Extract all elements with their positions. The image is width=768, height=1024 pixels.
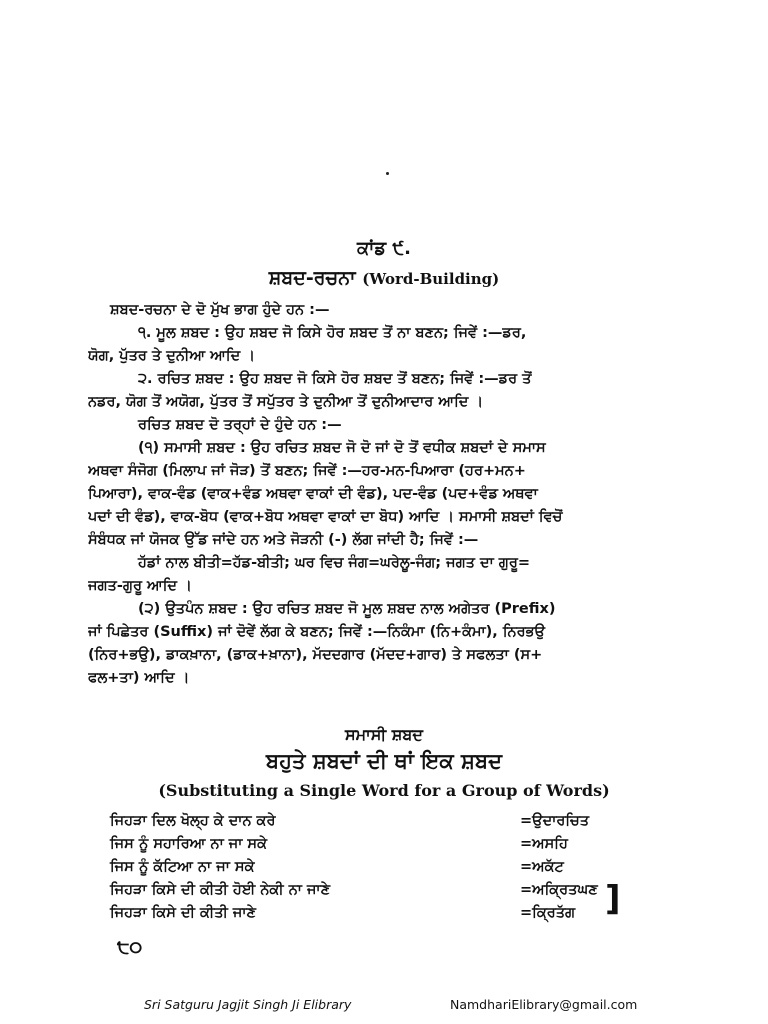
- footer-library-name: Sri Satguru Jagjit Singh Ji Elibrary: [144, 997, 352, 1012]
- paragraph-line: ਹੱਡਾਂ ਨਾਲ ਬੀਤੀ=ਹੱਡ-ਬੀਤੀ; ਘਰ ਵਿਚ ਜੰਗ=ਘਰੇਲੂ-ਜੰਗ; ਜਗਤ ਦਾ ਗੁਰੂ=: [138, 555, 531, 571]
- section-english-heading: (Substituting a Single Word for a Group of Words): [158, 781, 610, 800]
- single-word: =ਅਸਹਿ: [520, 836, 568, 852]
- single-word: =ਅਕ੍ਰਿਤਘਣ: [520, 882, 598, 898]
- section-subheading: ਬਹੁਤੇ ਸ਼ਬਦਾਂ ਦੀ ਥਾਂ ਇਕ ਸ਼ਬਦ: [266, 749, 502, 773]
- paragraph-line: ੧. ਮੂਲ ਸ਼ਬਦ : ਉਹ ਸ਼ਬਦ ਜੋ ਕਿਸੇ ਹੋਰ ਸ਼ਬਦ ਤੋਂ ਨਾ ਬਣਨ; ਜਿਵੇਂ :—ਡਰ,: [138, 325, 527, 341]
- phrase-text: ਜਿਸ ਨੂੰ ਕੱਟਿਆ ਨਾ ਜਾ ਸਕੇ: [110, 859, 255, 875]
- list-item: [110, 879, 630, 902]
- list-item: [110, 810, 630, 833]
- paragraph-line: (੨) ਉਤਪੰਨ ਸ਼ਬਦ : ਉਹ ਰਚਿਤ ਸ਼ਬਦ ਜੋ ਮੂਲ ਸ਼ਬਦ ਨਾਲ ਅਗੇਤਰ (Prefix): [138, 601, 556, 617]
- paragraph-line: ਸ਼ਬਦ-ਰਚਨਾ ਦੇ ਦੋ ਮੁੱਖ ਭਾਗ ਹੁੰਦੇ ਹਨ :—: [110, 302, 330, 318]
- paragraph-line: ਅਥਵਾ ਸੰਜੋਗ (ਮਿਲਾਪ ਜਾਂ ਜੋੜ) ਤੋਂ ਬਣਨ; ਜਿਵੇਂ :—ਹਰ-ਮਨ-ਪਿਆਰਾ (ਹਰ+ਮਨ+: [88, 463, 526, 479]
- list-item: [110, 833, 630, 856]
- list-item: [110, 856, 630, 879]
- paragraph-line: ਫਲ+ਤਾ) ਆਦਿ ।: [88, 670, 190, 686]
- paragraph-line: ਪਿਆਰਾ), ਵਾਕ-ਵੰਡ (ਵਾਕ+ਵੰਡ ਅਥਵਾ ਵਾਕਾਂ ਦੀ ਵੰਡ), ਪਦ-ਵੰਡ (ਪਦ+ਵੰਡ ਅਥਵਾ: [88, 486, 538, 502]
- page-number: ੮੦: [117, 936, 143, 958]
- title-english: (Word-Building): [362, 270, 500, 288]
- single-word: =ਕ੍ਰਿਤੱਗ: [520, 905, 576, 921]
- footer-email: NamdhariElibrary@gmail.com: [450, 997, 638, 1012]
- paragraph-line: (ਨਿਰ+ਭਉ), ਡਾਕਖ਼ਾਨਾ, (ਡਾਕ+ਖ਼ਾਨਾ), ਮੱਦਦਗਾਰ (ਮੱਦਦ+ਗਾਰ) ਤੇ ਸਫਲਤਾ (ਸ+: [88, 647, 543, 663]
- paragraph-line: ਪਦਾਂ ਦੀ ਵੰਡ), ਵਾਕ-ਬੋਧ (ਵਾਕ+ਬੋਧ ਅਥਵਾ ਵਾਕਾਂ ਦਾ ਬੋਧ) ਆਦਿ । ਸਮਾਸੀ ਸ਼ਬਦਾਂ ਵਿਚੋਂ: [88, 509, 563, 525]
- paragraph-line: ਰਚਿਤ ਸ਼ਬਦ ਦੋ ਤਰ੍ਹਾਂ ਦੇ ਹੁੰਦੇ ਹਨ :—: [138, 417, 342, 433]
- title-punjabi: ਸ਼ਬਦ-ਰਚਨਾ: [268, 267, 356, 289]
- paragraph-line: (੧) ਸਮਾਸੀ ਸ਼ਬਦ : ਉਹ ਰਚਿਤ ਸ਼ਬਦ ਜੋ ਦੋ ਜਾਂ ਦੋ ਤੋਂ ਵਧੀਕ ਸ਼ਬਦਾਂ ਦੇ ਸਮਾਸ: [138, 440, 546, 456]
- single-word: =ਉਦਾਰਚਿਤ: [520, 813, 590, 829]
- phrase-text: ਜਿਹੜਾ ਦਿਲ ਖੋਲ੍ਹ ਕੇ ਦਾਨ ਕਰੇ: [110, 813, 276, 829]
- closing-bracket: ]: [605, 879, 621, 919]
- section-heading: ਸਮਾਸੀ ਸ਼ਬਦ: [344, 725, 424, 744]
- paragraph-line: ੨. ਰਚਿਤ ਸ਼ਬਦ : ਉਹ ਸ਼ਬਦ ਜੋ ਕਿਸੇ ਹੋਰ ਸ਼ਬਦ ਤੋਂ ਬਣਨ; ਜਿਵੇਂ :—ਡਰ ਤੋਂ: [138, 371, 532, 387]
- paragraph-line: ਸੰਬੰਧਕ ਜਾਂ ਯੋਜਕ ਉੱਡ ਜਾਂਦੇ ਹਨ ਅਤੇ ਜੋੜਨੀ (-) ਲੱਗ ਜਾਂਦੀ ਹੈ; ਜਿਵੇਂ :—: [88, 532, 479, 548]
- paragraph-line: ਜਗਤ-ਗੁਰੂ ਆਦਿ ।: [88, 578, 192, 594]
- single-word: =ਅਕੱਟ: [520, 859, 564, 875]
- phrase-text: ਜਿਹੜਾ ਕਿਸੇ ਦੀ ਕੀਤੀ ਜਾਣੇ: [110, 905, 256, 921]
- chapter-heading: ਕਾਂਡ ੯.: [357, 238, 411, 259]
- paragraph-line: ਯੋਗ, ਪੁੱਤਰ ਤੇ ਦੁਨੀਆ ਆਦਿ ।: [88, 348, 256, 364]
- phrase-text: ਜਿਹੜਾ ਕਿਸੇ ਦੀ ਕੀਤੀ ਹੋਈ ਨੇਕੀ ਨਾ ਜਾਣੇ: [110, 882, 331, 898]
- phrase-text: ਜਿਸ ਨੂੰ ਸਹਾਰਿਆ ਨਾ ਜਾ ਸਕੇ: [110, 836, 267, 852]
- word-substitution-list: [110, 810, 630, 925]
- chapter-title: [0, 267, 768, 289]
- page-dot: [386, 172, 389, 175]
- body-text: [88, 299, 678, 690]
- list-item: [110, 902, 630, 925]
- paragraph-line: ਜਾਂ ਪਿਛੇਤਰ (Suffix) ਜਾਂ ਦੋਵੇਂ ਲੱਗ ਕੇ ਬਣਨ; ਜਿਵੇਂ :—ਨਿਕੰਮਾ (ਨਿ+ਕੰਮਾ), ਨਿਰਭਉ: [88, 624, 545, 640]
- paragraph-line: ਨਡਰ, ਯੋਗ ਤੋਂ ਅਯੋਗ, ਪੁੱਤਰ ਤੋਂ ਸਪੁੱਤਰ ਤੇ ਦੁਨੀਆ ਤੋਂ ਦੁਨੀਆਦਾਰ ਆਦਿ ।: [88, 394, 484, 410]
